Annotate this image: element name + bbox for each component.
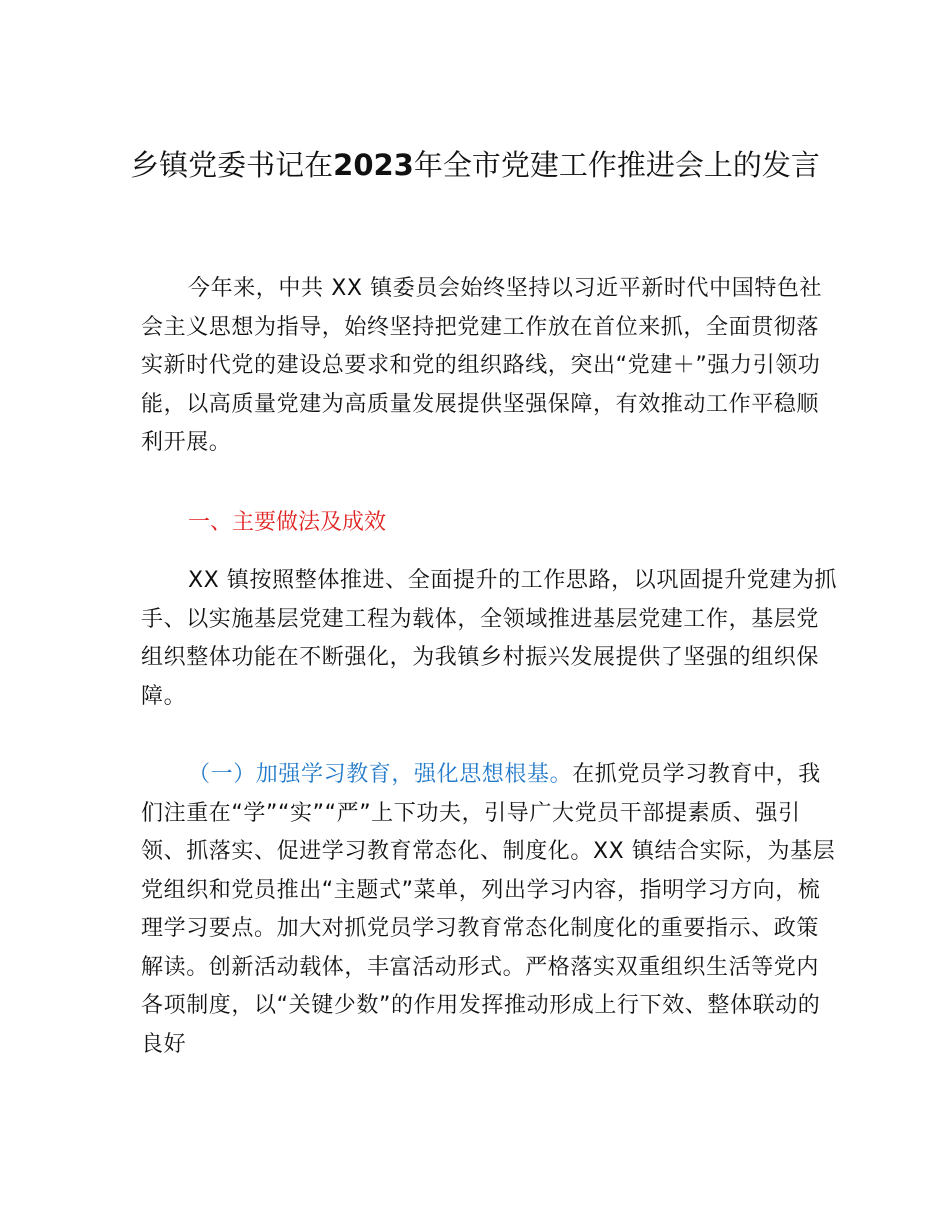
section1-heading: 一、主要做法及成效: [188, 510, 387, 535]
subsection1-heading: （一）加强学习教育，强化思想根基。: [188, 762, 573, 787]
document-title: [100, 140, 850, 190]
section1-paragraph: XX 镇按照整体推进、全面提升的工作思路，以巩固提升党建为抓手、以实施基层党建工程为载体，全领域推进基层党建工作，基层党组织整体功能在不断强化，为我镇乡村振兴发展提供了坚强的组织保障。: [141, 568, 838, 709]
intro-paragraph: 今年来，中共 XX 镇委员会始终坚持以习近平新时代中国特色社会主义思想为指导，始终坚持把党建工作放在首位来抓，全面贯彻落实新时代党的建设总要求和党的组织路线，突出“党建＋”强力引领功能，以高质量党建为高质量发展提供坚强保障，有效推动工作平稳顺利开展。: [141, 276, 823, 455]
subsection1-text: 在抓党员学习教育中，我们注重在“学”“实”“严”上下功夫，引导广大党员干部提素质、强引领、抓落实、促进学习教育常态化、制度化。XX 镇结合实际，为基层党组织和党员推出“主题式”菜单，列出学习内容，指明学习方向，梳理学习要点。加大对抓党员学习教育常态化制度化的重要指示、政策解读。创新活动载体，丰富活动形式。严格落实双重组织生活等党内各项制度，以“关键少数”的作用发挥推动形成上行下效、整体联动的良好: [141, 762, 836, 1057]
title-part2: 年全市党建工作推进会上的发言: [413, 148, 820, 182]
title-year: 2023: [333, 148, 414, 182]
title-part1: 乡镇党委书记在: [130, 148, 334, 182]
subsection1-paragraph: [141, 756, 841, 1064]
